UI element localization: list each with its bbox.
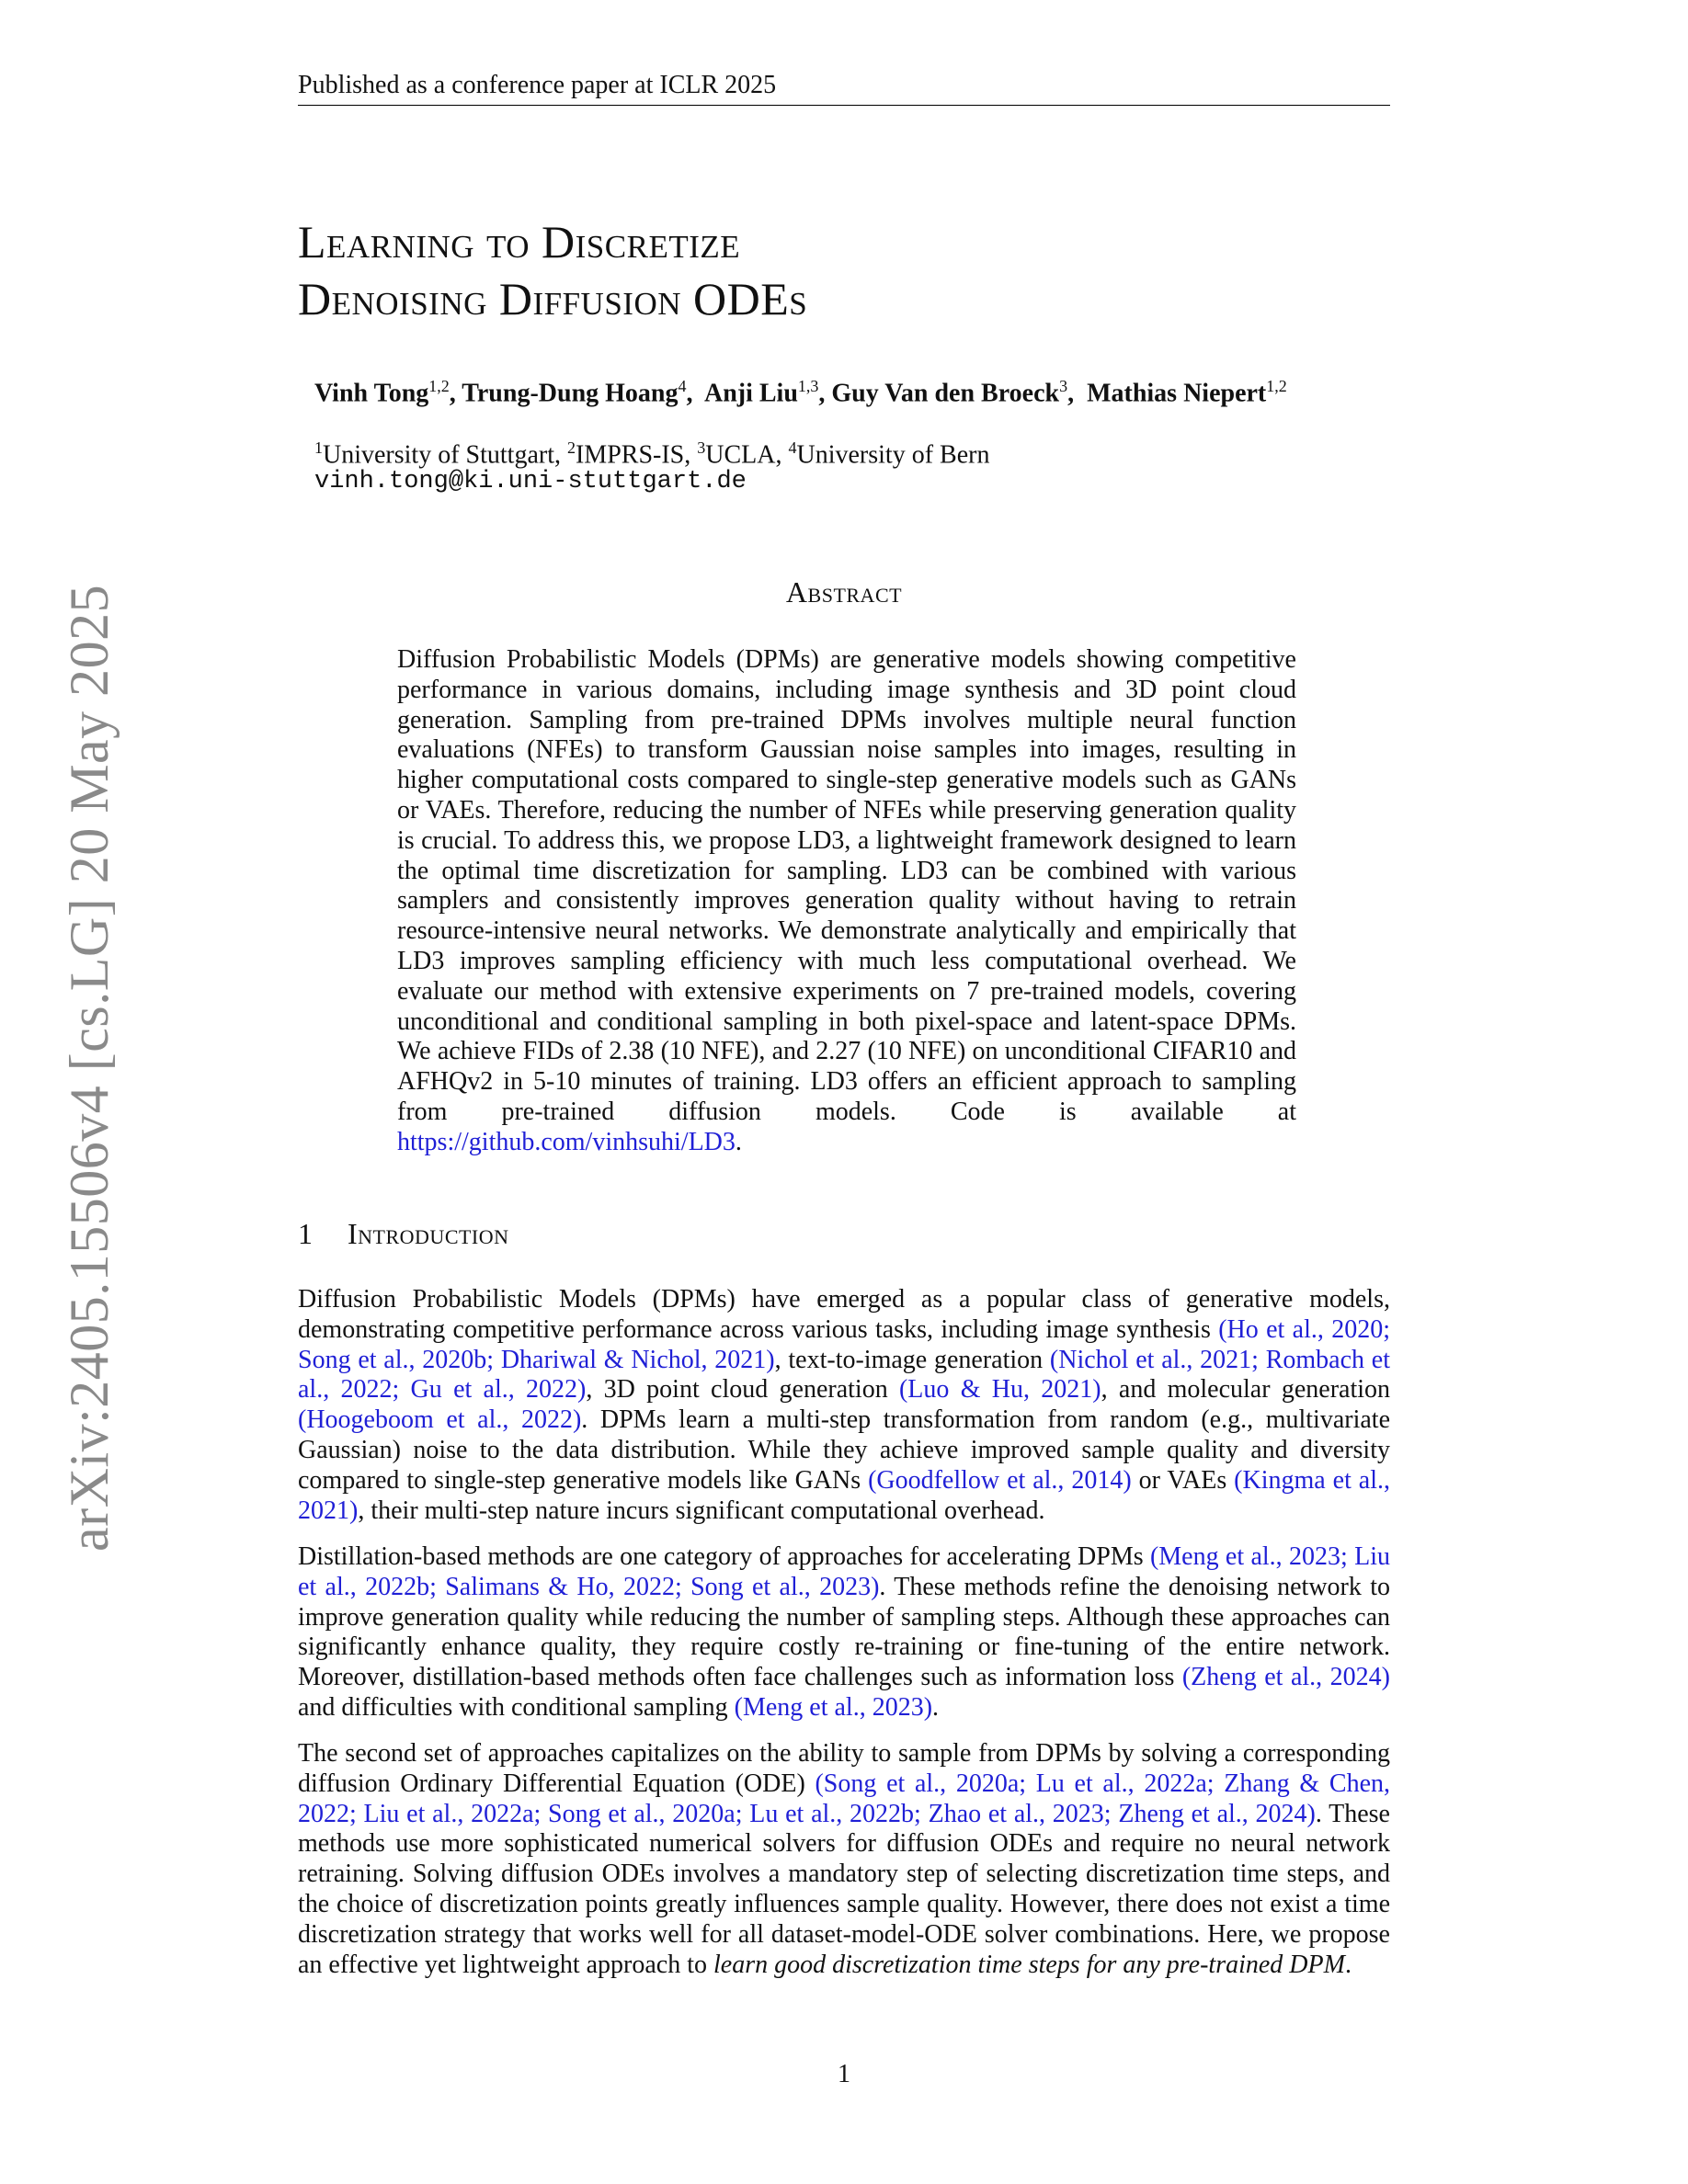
author-name: Guy Van den Broeck [831, 379, 1060, 408]
body-text: , their multi-step nature incurs significant computational overhead. [358, 1496, 1045, 1525]
page-number: 1 [838, 2060, 850, 2088]
affil-mark: 2 [566, 438, 576, 457]
affiliations: $^1$University of Stuttgart, $^2$IMPRS-IS, $^3$UCLA, $^4$University of Bern [314, 438, 990, 470]
code-link[interactable]: https://github.com/vinhsuhi/LD3 [397, 1127, 736, 1156]
body-text: , 3D point cloud generation [586, 1375, 899, 1405]
section-heading-introduction [298, 1215, 1390, 1252]
running-header: Published as a conference paper at ICLR 2025 [298, 70, 1390, 106]
intro-paragraph-1 [298, 1285, 1390, 1526]
affiliation: UCLA [705, 440, 776, 470]
title-line-2: Denoising Diffusion ODEs [298, 273, 808, 324]
arxiv-watermark: arXiv:2405.15506v4 [cs.LG] 20 May 2025 [59, 584, 120, 1552]
body-text: . [932, 1692, 940, 1722]
body-text: and difficulties with conditional sampling [298, 1692, 735, 1722]
affiliation: IMPRS-IS [575, 440, 685, 470]
author-email: vinh.tong@ki.uni-stuttgart.de [314, 468, 747, 495]
body-text: Distillation-based methods are one category of approaches for accelerating DPMs [298, 1542, 1150, 1571]
citation-link[interactable]: (Nichol et al., 2021; Rombach et al., 2022; Gu et al., 2022) [298, 1345, 1390, 1405]
author-name: Mathias Niepert [1087, 379, 1267, 408]
citation-link[interactable]: (Meng et al., 2023) [734, 1692, 933, 1722]
intro-paragraph-3 [298, 1739, 1390, 1980]
author-name: Trung-Dung Hoang [462, 379, 679, 408]
citation-link[interactable]: (Song et al., 2020a; Lu et al., 2022a; Zhang & Chen, 2022; Liu et al., 2022a; Song et al., 2020a; Lu et al., 2022b; Zhao et al., 2023; Zheng et al., 2024) [298, 1769, 1391, 1828]
body-text: or VAEs [1131, 1465, 1235, 1495]
author-affil-mark: 1,2 [428, 377, 450, 395]
body-text: . DPMs learn a multi-step transformation from random (e.g., multivariate Gaussian) noise to the data distribution. While they achieve improved sample quality and diversity compared to single-step generative models like GANs [298, 1405, 1390, 1495]
body-text: . These methods refine the denoising network to improve generation quality while reducing the number of sampling steps. Although these approaches can significantly enhance quality, they require costly re-training or fine-tuning of the entire network. Moreover, distillation-based methods often face challenges such as information loss [298, 1572, 1390, 1692]
paper-title [298, 213, 1390, 327]
body-text: , and molecular generation [1101, 1375, 1391, 1405]
author-name: Anji Liu [703, 379, 798, 408]
citation-link[interactable]: (Goodfellow et al., 2014) [868, 1465, 1132, 1495]
affiliation: University of Bern [796, 440, 990, 470]
affiliation: University of Stuttgart [323, 440, 554, 470]
body-text: . These methods use more sophisticated numerical solvers for diffusion ODEs and require no neural network retraining. Solving diffusion ODEs involves a mandatory step of selecting discretization time steps, and the choice of discretization points greatly influences sample quality. However, there does not exist a time discretization strategy that works well for all dataset-model-ODE solver combinations. Here, we propose an effective yet lightweight approach to [298, 1799, 1390, 1979]
abstract-tail: . [735, 1127, 742, 1156]
body-text: The second set of approaches capitalizes on the ability to sample from DPMs by solving a corresponding diffusion Ordinary Differential Equation (ODE) [298, 1739, 1390, 1798]
author-affil-mark: 1,2 [1266, 377, 1287, 395]
affil-mark: 4 [788, 438, 797, 457]
abstract-body [397, 645, 1296, 1158]
author-affil-mark: 4 [678, 377, 687, 395]
author-affil-mark: 3 [1059, 377, 1068, 395]
citation-link[interactable]: (Kingma et al., 2021) [298, 1465, 1390, 1525]
body-text: Diffusion Probabilistic Models (DPMs) have emerged as a popular class of generative models, demonstrating competitive performance across various tasks, including image synthesis [298, 1285, 1390, 1344]
emphasis-text: learn good discretization time steps for any pre-trained DPM [713, 1950, 1345, 1979]
intro-paragraph-2 [298, 1542, 1390, 1723]
body-text: , text-to-image generation [774, 1345, 1050, 1374]
section-number: 1 [298, 1217, 314, 1250]
section-title: Introduction [348, 1217, 509, 1250]
citation-link[interactable]: (Hoogeboom et al., 2022) [298, 1405, 582, 1435]
author-list: Vinh Tong$^{1,2}$, Trung-Dung Hoang$^4$, Anji Liu$^{1,3}$, Guy Van den Broeck$^3$, Mathias Niepert$^{1,2}$ [314, 377, 1287, 408]
abstract-heading: Abstract [785, 575, 903, 609]
affil-mark: 3 [697, 438, 706, 457]
affil-mark: 1 [314, 438, 323, 457]
citation-link[interactable]: (Zheng et al., 2024) [1181, 1663, 1390, 1692]
citation-link[interactable]: (Meng et al., 2023; Liu et al., 2022b; Salimans & Ho, 2022; Song et al., 2023) [298, 1542, 1390, 1601]
citation-link[interactable]: (Ho et al., 2020; Song et al., 2020b; Dhariwal & Nichol, 2021) [298, 1314, 1390, 1374]
author-affil-mark: 1,3 [797, 377, 819, 395]
citation-link[interactable]: (Luo & Hu, 2021) [898, 1375, 1101, 1405]
abstract-text: Diffusion Probabilistic Models (DPMs) are generative models showing competitive performance in various domains, including image synthesis and 3D point cloud generation. Sampling from pre-trained DPMs involves multiple neural function evaluations (NFEs) to transform Gaussian noise samples into images, resulting in higher computational costs compared to single-step generative models such as GANs or VAEs. Therefore, reducing the number of NFEs while preserving generation quality is crucial. To address this, we propose LD3, a lightweight framework designed to learn the optimal time discretization for sampling. LD3 can be combined with various samplers and consistently improves generation quality without having to retrain resource-intensive neural networks. We demonstrate analytically and empirically that LD3 improves sampling efficiency with much less computational overhead. We evaluate our method with extensive experiments on 7 pre-trained models, covering unconditional and conditional sampling in both pixel-space and latent-space DPMs. We achieve FIDs of 2.38 (10 NFE), and 2.27 (10 NFE) on unconditional CIFAR10 and AFHQv2 in 5-10 minutes of training. LD3 offers an efficient approach to sampling from pre-trained diffusion models. Code is available at [397, 645, 1296, 1126]
title-line-1: Learning to Discretize [298, 216, 741, 267]
author-name: Vinh Tong [314, 379, 429, 408]
body-text: . [1344, 1950, 1352, 1979]
